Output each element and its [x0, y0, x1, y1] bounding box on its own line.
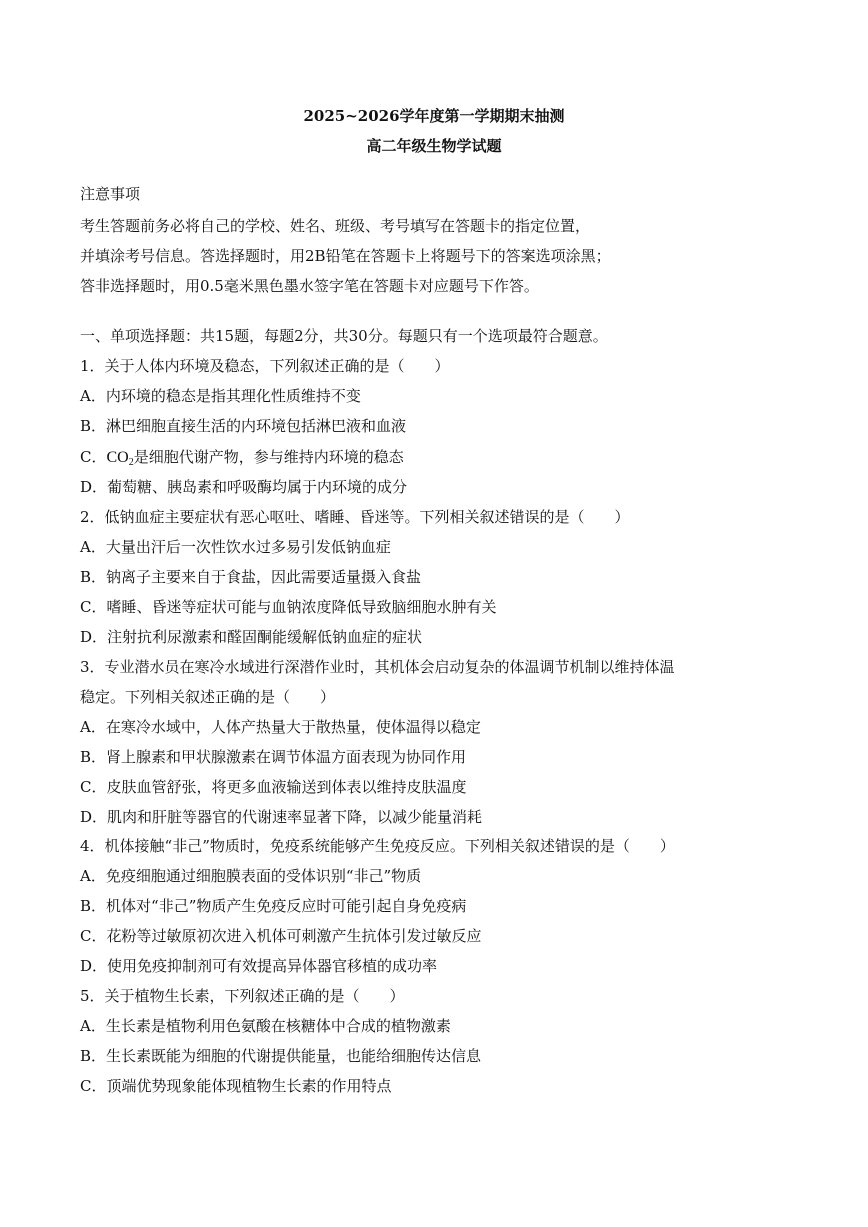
question-5-stem: 5．关于植物生长素，下列叙述正确的是（ ） — [80, 987, 405, 1005]
question-2-option-d: D．注射抗利尿激素和醛固酮能缓解低钠血症的症状 — [80, 628, 423, 646]
question-5-option-c: C．顶端优势现象能体现植物生长素的作用特点 — [80, 1077, 392, 1095]
question-2-stem: 2．低钠血症主要症状有恶心呕吐、嗜睡、昏迷等。下列相关叙述错误的是（ ） — [80, 508, 630, 526]
question-3-stem: 3．专业潜水员在寒冷水域进行深潜作业时，其机体会启动复杂的体温调节机制以维持体温 — [80, 658, 675, 676]
notice-heading: 注意事项 — [80, 185, 141, 203]
question-3-option-a: A．在寒冷水域中，人体产热量大于散热量，使体温得以稳定 — [80, 718, 481, 736]
question-5-option-a: A．生长素是植物利用色氨酸在核糖体中合成的植物激素 — [80, 1017, 451, 1035]
exam-title: 2025~2026学年度第一学期期末抽测 — [303, 107, 565, 125]
question-3-option-c: C．皮肤血管舒张，将更多血液输送到体表以维持皮肤温度 — [80, 778, 467, 796]
question-1-option-c — [80, 447, 840, 468]
option-c-prefix: C． — [80, 448, 107, 466]
question-4-option-d: D．使用免疫抑制剂可有效提高异体器官移植的成功率 — [80, 957, 438, 975]
question-3-option-b: B．肾上腺素和甲状腺激素在调节体温方面表现为协同作用 — [80, 748, 467, 766]
notice-line-3: 答非选择题时，用0.5毫米黑色墨水签字笔在答题卡对应题号下作答。 — [80, 277, 539, 295]
question-4-option-a: A．免疫细胞通过细胞膜表面的受体识别“非己”物质 — [80, 867, 422, 885]
question-2-option-b: B．钠离子主要来自于食盐，因此需要适量摄入食盐 — [80, 568, 422, 586]
notice-line-2: 并填涂考号信息。答选择题时，用2B铅笔在答题卡上将题号下的答案选项涂黑； — [80, 247, 611, 265]
question-2-option-c: C．嗜睡、昏迷等症状可能与血钠浓度降低导致脑细胞水肿有关 — [80, 598, 497, 616]
question-4-option-c: C．花粉等过敏原初次进入机体可刺激产生抗体引发过敏反应 — [80, 927, 482, 945]
exam-subtitle: 高二年级生物学试题 — [366, 137, 502, 155]
question-4-stem: 4．机体接触“非己”物质时，免疫系统能够产生免疫反应。下列相关叙述错误的是（ ） — [80, 837, 675, 855]
co2-formula — [106, 449, 133, 466]
option-c-text: 是细胞代谢产物，参与维持内环境的稳态 — [133, 448, 404, 466]
question-1-option-a: A．内环境的稳态是指其理化性质维持不变 — [80, 387, 361, 405]
question-4-option-b: B．机体对“非己”物质产生免疫反应时可能引起自身免疫病 — [80, 897, 467, 915]
notice-line-1: 考生答题前务必将自己的学校、姓名、班级、考号填写在答题卡的指定位置， — [80, 217, 591, 235]
question-2-option-a: A．大量出汗后一次性饮水过多易引发低钠血症 — [80, 538, 391, 556]
question-1-stem: 1．关于人体内环境及稳态，下列叙述正确的是（ ） — [80, 357, 450, 375]
question-3-option-d: D．肌肉和肝脏等器官的代谢速率显著下降，以减少能量消耗 — [80, 808, 483, 826]
co2-formula-base: CO — [106, 449, 129, 466]
question-3-stem-continued: 稳定。下列相关叙述正确的是（ ） — [80, 688, 336, 706]
section-heading: 一、单项选择题：共15题，每题2分，共30分。每题只有一个选项最符合题意。 — [80, 327, 608, 345]
question-1-option-b: B．淋巴细胞直接生活的内环境包括淋巴液和血液 — [80, 417, 407, 435]
question-5-option-b: B．生长素既能为细胞的代谢提供能量，也能给细胞传达信息 — [80, 1047, 482, 1065]
co2-formula-subscript: 2 — [128, 457, 134, 468]
question-1-option-d: D．葡萄糖、胰岛素和呼吸酶均属于内环境的成分 — [80, 478, 408, 496]
